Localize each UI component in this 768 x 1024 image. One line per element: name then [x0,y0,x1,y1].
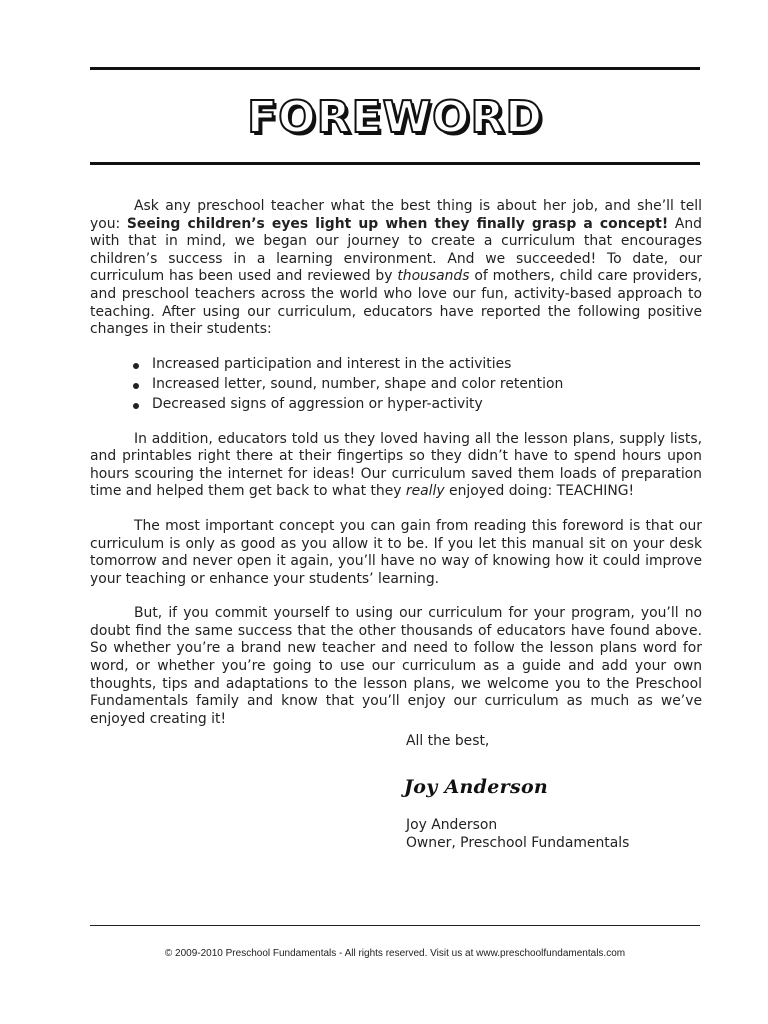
intro-paragraph [90,198,702,339]
bullet-icon [133,383,139,389]
page-title: FOREWORD [247,92,543,143]
intro-tail: of mothers, child care providers, and preschool teachers across the world who love our fun, activity-based approach to teaching. After using our curriculum, educators have reported the following positive changes in their students: [90,268,702,338]
intro-italic: thousands [397,268,470,285]
foreword-body [90,198,702,728]
list-item: Decreased signs of aggression or hyper-activity [132,396,702,414]
signer-block [406,816,629,852]
signer-name: Joy Anderson [406,817,498,833]
benefits-list [90,356,702,414]
paragraph-3: The most important concept you can gain from reading this foreword is that our curriculum is only as good as you allow it to be. If you let this manual sit on your desk tomorrow and never open it again, you’ll have no way of knowing how it could improve your teaching or enhance your students’ learning. [90,517,702,587]
para2-italic: really [405,483,445,500]
intro-bold: Seeing children’s eyes light up when they finally grasp a concept! [126,215,669,232]
intro-lead: Ask any preschool teacher what the best thing is about her job, and she’ll tell you: [90,198,702,232]
top-rule [90,67,700,70]
paragraph-2: In addition, educators told us they loved having all the lesson plans, supply lists, and printables right there at their fingertips so they didn’t have to spend hours upon hours scouring the internet for ideas! Our curriculum saved them loads of preparation time and helped them get back to what they really enjoyed doing: TEACHING! [90,430,702,500]
signer-role: Owner, Preschool Fundamentals [406,835,630,851]
signature: Joy Anderson [404,776,549,798]
title-rule [90,162,700,165]
footer-rule [90,925,700,926]
title-block [90,88,700,148]
paragraph-4: But, if you commit yourself to using our curriculum for your program, you’ll no doubt find the same success that the other thousands of educators have found above. So whether you’re a brand new teacher and need to follow the lesson plans word for word, or whether you’re going to use our curriculum as a guide and add your own thoughts, tips and adaptations to the lesson plans, we welcome you to the Preschool Fundamentals family and know that you’ll enjoy our curriculum as much as we’ve enjoyed creating it! [90,605,702,727]
intro-mid: And with that in mind, we began our journey to create a curriculum that encourages children’s success in a learning environment. And we succeeded! To date, our curriculum has been used and reviewed by [90,215,702,285]
bullet-icon [133,363,139,369]
bullet-icon [133,403,139,409]
list-item: Increased letter, sound, number, shape and color retention [132,376,702,394]
closing-line: All the best, [406,733,490,749]
list-item: Increased participation and interest in the activities [132,356,702,374]
copyright-footer: © 2009-2010 Preschool Fundamentals - All rights reserved. Visit us at www.preschoolfundamentals.com [164,948,626,959]
